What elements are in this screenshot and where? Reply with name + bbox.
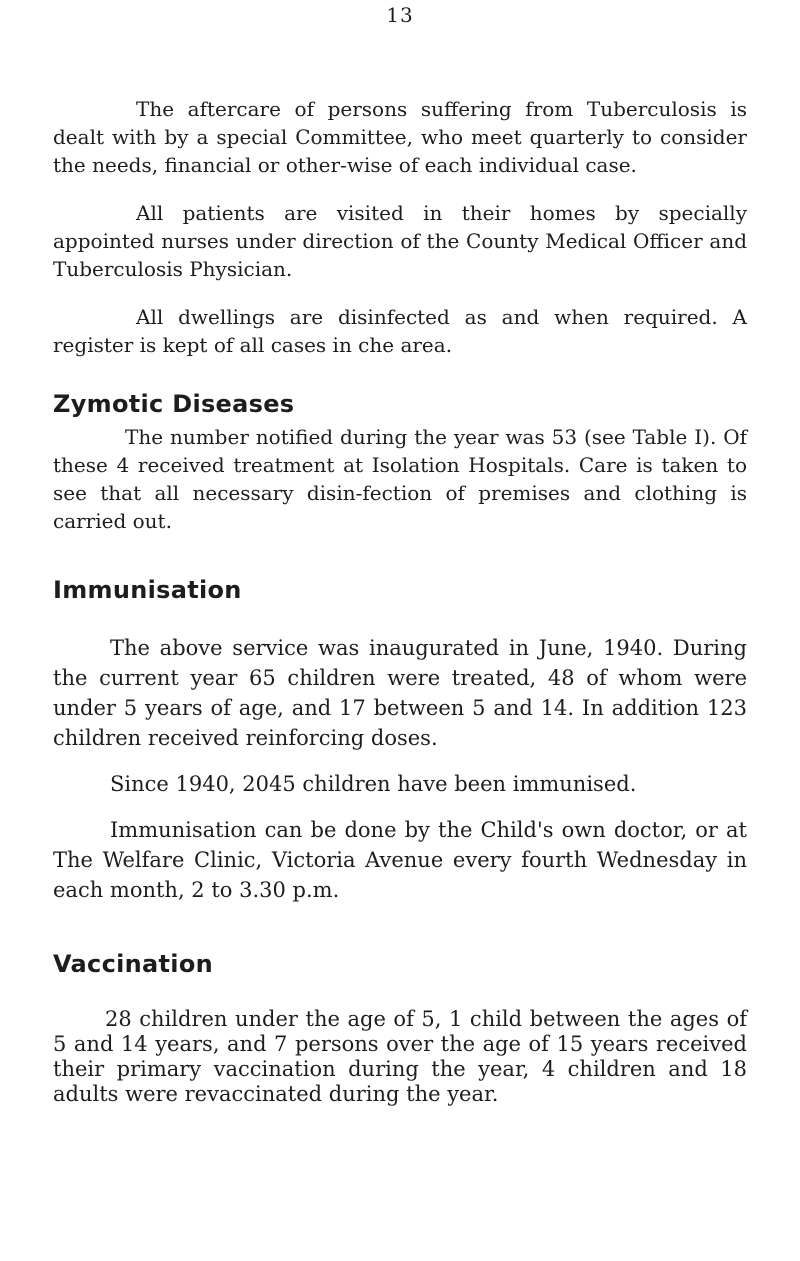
aftercare-paragraph: The aftercare of persons suffering from Tuberculosis is dealt with by a special Committee, who meet quarterly to consider the needs, financial or other-wise of each individual case. — [53, 97, 747, 177]
immunisation-clinic-paragraph: Immunisation can be done by the Child's own doctor, or at The Welfare Clinic, Victoria Avenue every fourth Wednesday in each month, 2 to 3.30 p.m. — [53, 818, 747, 902]
home-visits-paragraph: All patients are visited in their homes by specially appointed nurses under direction of the County Medical Officer and Tuberculosis Physician. — [53, 201, 747, 281]
vaccination-heading: Vaccination — [53, 950, 213, 978]
page-number: 13 — [386, 3, 414, 27]
vaccination-paragraph: 28 children under the age of 5, 1 child between the ages of 5 and 14 years, and 7 persons over the age of 15 years received their primary vaccination during the year, 4 children and 18 adults were revaccinated during the year. — [53, 1007, 747, 1106]
immunised-total-paragraph: Since 1940, 2045 children have been immunised. — [110, 772, 637, 796]
zymotic-paragraph: The number notified during the year was 53 (see Table I). Of these 4 received treatment at Isolation Hospitals. Care is taken to see that all necessary disin-fection of premises and clothing is carried out. — [53, 425, 747, 533]
zymotic-diseases-heading: Zymotic Diseases — [53, 390, 295, 418]
immunisation-service-paragraph: The above service was inaugurated in June, 1940. During the current year 65 children were treated, 48 of whom were under 5 years of age, and 17 between 5 and 14. In addition 123 children received reinforcing doses. — [53, 636, 747, 750]
document-body — [53, 95, 747, 1107]
disinfection-paragraph: All dwellings are disinfected as and when required. A register is kept of all cases in che area. — [53, 305, 747, 357]
immunisation-heading: Immunisation — [53, 576, 242, 604]
